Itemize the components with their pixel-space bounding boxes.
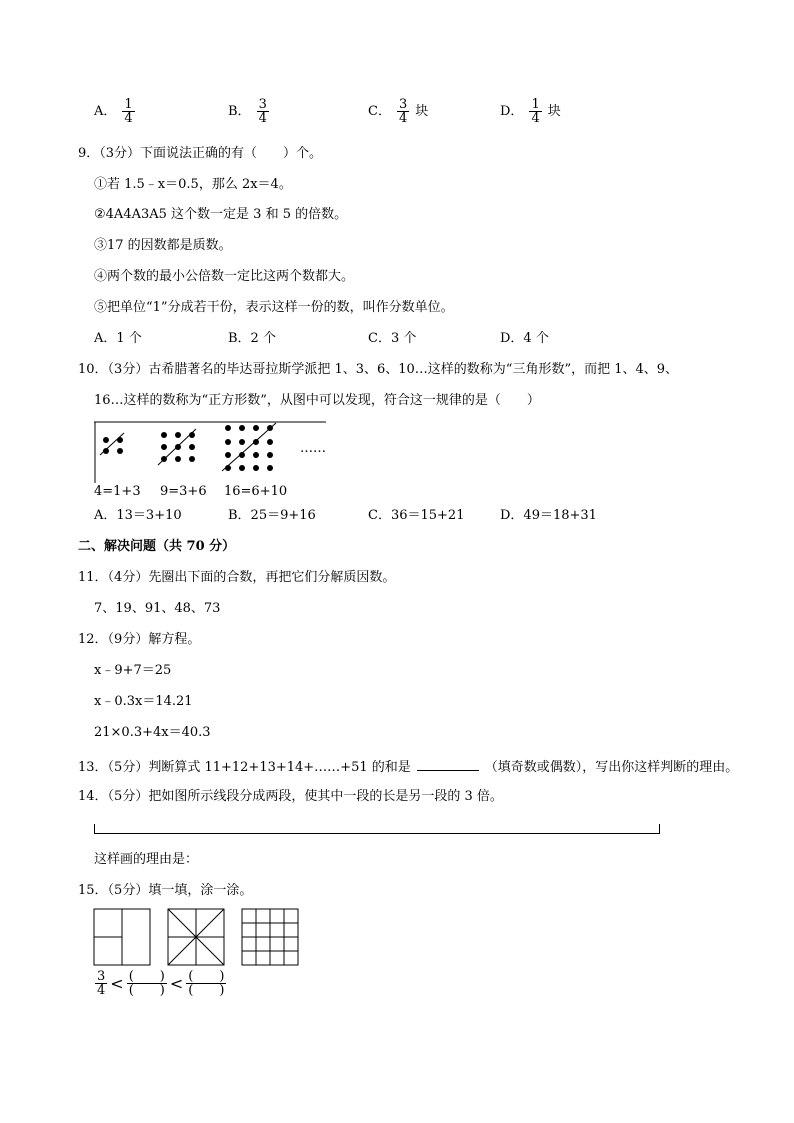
q15-shapes — [93, 908, 303, 968]
blank-fraction-1[interactable]: $\frac{( )}{( )}$ — [128, 969, 165, 998]
q13-text-after: （填奇数或偶数），写出你这样判断的理由。 — [484, 760, 739, 775]
fraction-three-quarters: $\frac{3}{4}$ — [97, 969, 106, 998]
q12-equation-3: 21×0.3+4x＝40.3 — [94, 725, 211, 740]
q12-title: 12．（9分）解方程。 — [78, 632, 201, 647]
q10-option-d: D．49＝18+31 — [500, 508, 597, 523]
segment-line — [94, 833, 660, 834]
q9-statement-2: ②4A4A3A5 这个数一定是 3 和 5 的倍数。 — [94, 207, 348, 222]
fraction: $\frac{1}{4}$ — [531, 97, 540, 126]
q9-statement-1: ①若 1.5﹣x＝0.5，那么 2x＝4。 — [94, 177, 292, 192]
less-than-sign: < — [169, 974, 184, 993]
q10-label-16: 16=6+10 — [224, 484, 288, 499]
q10-text-line1: 10．（3分）古希腊著名的毕达哥拉斯学派把 1、3、6、10…这样的数称为“三角形数”，而把 1、4、9、 — [78, 362, 679, 377]
dot-group-9 — [158, 429, 196, 465]
q10-ellipsis: …… — [300, 441, 326, 456]
q8-option-b — [228, 98, 271, 125]
dot-group-4 — [100, 433, 124, 455]
fraction: $\frac{1}{4}$ — [124, 97, 133, 126]
q9-option-a: A．1 个 — [94, 331, 142, 346]
q11-numbers: 7、19、91、48、73 — [94, 601, 221, 616]
q9-option-b: B．2 个 — [228, 331, 276, 346]
fraction: $\frac{3}{4}$ — [398, 97, 408, 126]
q9-statement-3: ③17 的因数都是质数。 — [94, 238, 232, 253]
q14-line-segment — [94, 824, 660, 834]
q8-option-a — [94, 98, 137, 125]
square-quarters[interactable] — [94, 909, 150, 965]
q14-reason-label: 这样画的理由是： — [94, 852, 199, 867]
segment-right-end — [659, 824, 660, 834]
segment-left-end — [94, 824, 95, 834]
less-than-sign: < — [110, 974, 124, 993]
q10-dot-figure — [94, 421, 326, 501]
option-letter: B． — [228, 103, 251, 119]
q8-option-c — [368, 98, 428, 125]
q12-equation-2: x﹣0.3x＝14.21 — [94, 694, 193, 709]
q15-fraction-chain — [93, 970, 228, 997]
q9-option-c: C．3 个 — [368, 331, 417, 346]
q12-equation-1: x﹣9+7＝25 — [94, 663, 172, 678]
q13-answer-blank[interactable] — [417, 758, 479, 771]
q11-title: 11．（4分）先圈出下面的合数，再把它们分解质因数。 — [78, 570, 396, 585]
option-letter: A． — [94, 103, 117, 119]
q10-option-b: B．25＝9+16 — [228, 508, 316, 523]
section-heading: 二、解决问题（共 70 分） — [78, 539, 236, 554]
q14-title: 14．（5分）把如图所示线段分成两段，使其中一段的长是另一段的 3 倍。 — [78, 789, 503, 804]
q8-option-d — [500, 98, 561, 125]
q15-title: 15．（5分）填一填，涂一涂。 — [78, 883, 253, 898]
q13-question — [78, 758, 738, 776]
option-letter: C． — [368, 103, 391, 119]
q9-statement-5: ⑤把单位“1”分成若干份，表示这样一份的数，叫作分数单位。 — [94, 300, 454, 315]
unit-suffix: 块 — [415, 103, 429, 119]
q9-title: 9．（3分）下面说法正确的有（ ）个。 — [78, 146, 323, 161]
blank-fraction-2[interactable]: $\frac{( )}{( )}$ — [188, 969, 225, 998]
q10-option-a: A．13＝3+10 — [94, 508, 182, 523]
q10-text-line2: 16…这样的数称为“正方形数”，从图中可以发现，符合这一规律的是（ ） — [94, 393, 540, 408]
q8-options — [94, 98, 694, 134]
q10-label-4: 4=1+3 — [94, 484, 141, 499]
q9-statement-4: ④两个数的最小公倍数一定比这两个数都大。 — [94, 269, 355, 284]
q9-option-d: D．4 个 — [500, 331, 549, 346]
option-letter: D． — [500, 103, 524, 119]
q10-option-c: C．36＝15+21 — [368, 508, 465, 523]
q13-text-before: 13．（5分）判断算式 11+12+13+14+……+51 的和是 — [78, 760, 411, 775]
square-grid-16[interactable] — [242, 909, 298, 965]
square-eighths[interactable] — [168, 909, 224, 965]
dot-group-16 — [222, 423, 276, 471]
q10-label-9: 9=3+6 — [160, 484, 207, 499]
fraction: $\frac{3}{4}$ — [258, 97, 267, 126]
unit-suffix: 块 — [547, 103, 561, 119]
